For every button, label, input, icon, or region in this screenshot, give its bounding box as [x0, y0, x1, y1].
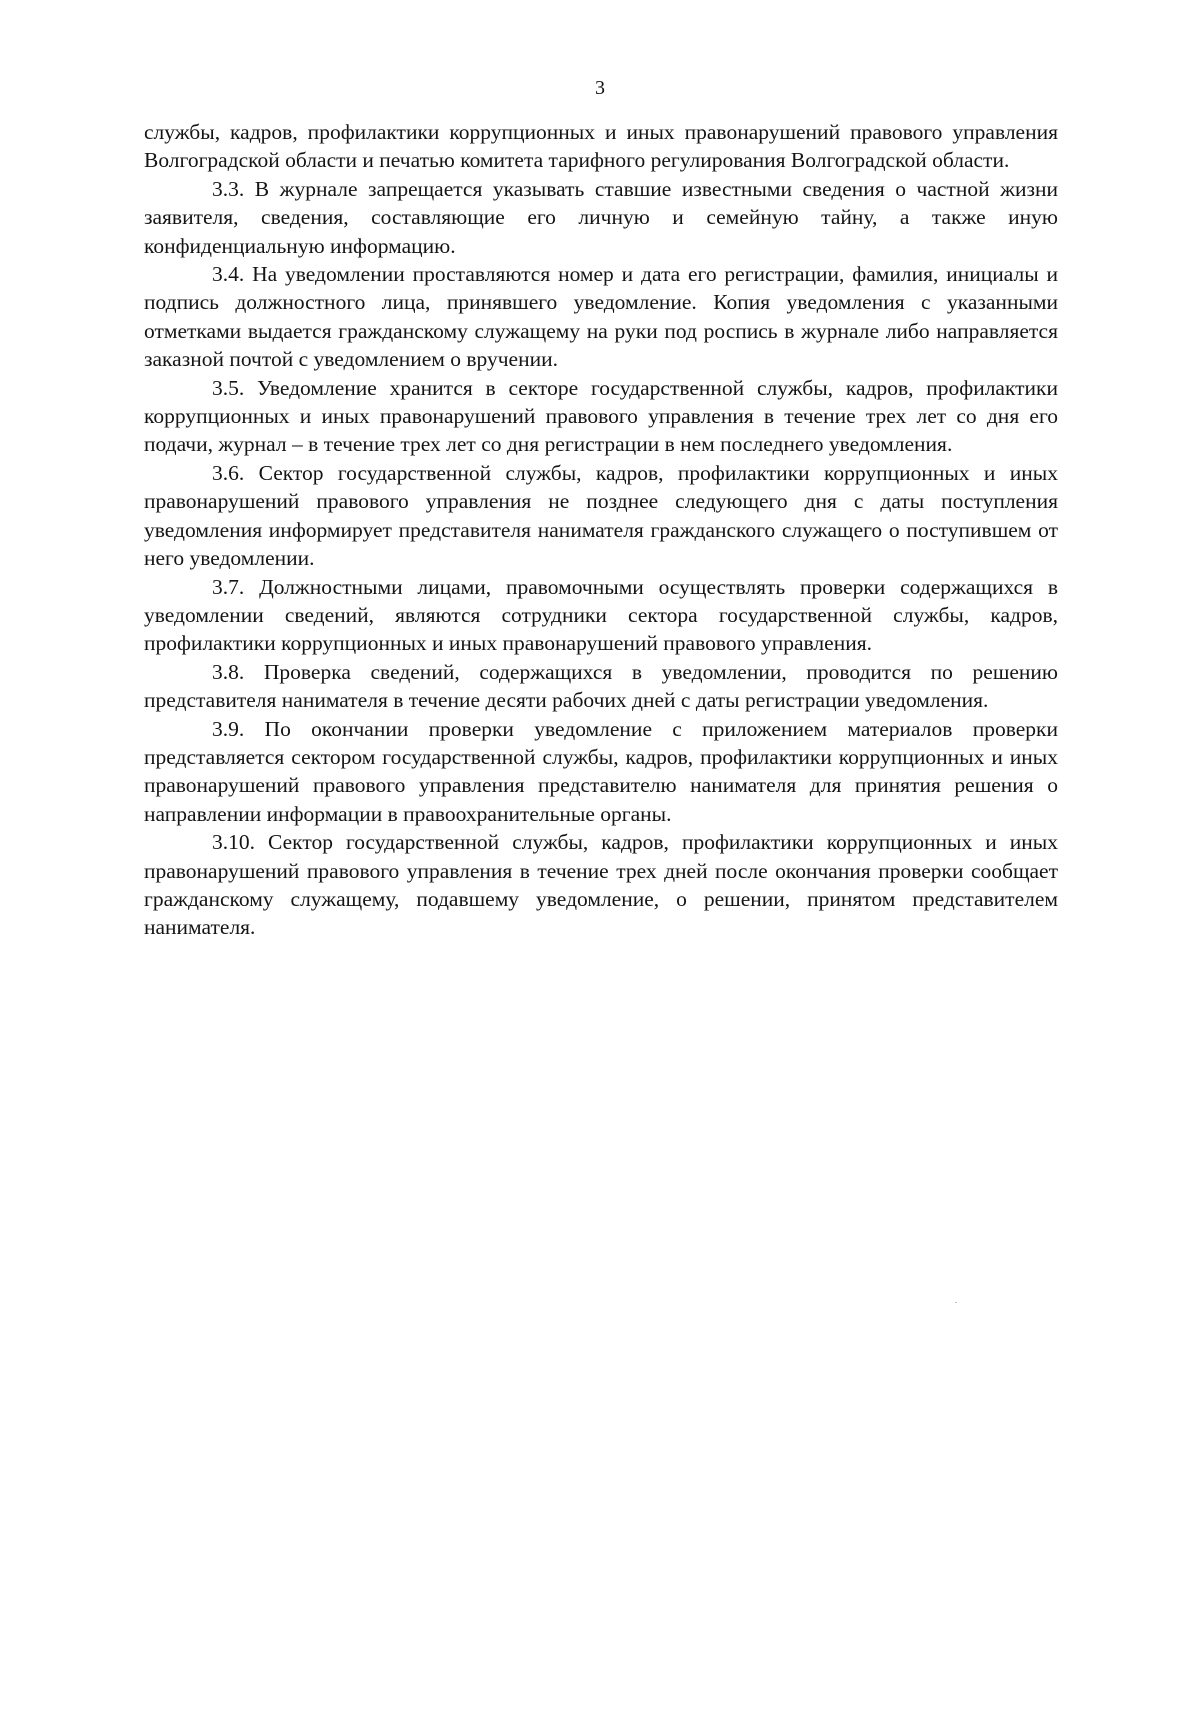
page-number: 3 — [595, 77, 605, 99]
document-body — [144, 118, 1058, 942]
paragraph-3-6: 3.6. Сектор государственной службы, кадров, профилактики коррупционных и иных правонарушений правового управления не позднее следующего дня с даты поступления уведомления информирует представителя нанимателя гражданского служащего о поступившем от него уведомлении. — [144, 460, 1058, 571]
paragraph-3-8: 3.8. Проверка сведений, содержащихся в уведомлении, проводится по решению представителя нанимателя в течение десяти рабочих дней с даты регистрации уведомления. — [144, 659, 1058, 713]
paragraph-3-3: 3.3. В журнале запрещается указывать ставшие известными сведения о частной жизни заявителя, сведения, составляющие его личную и семейную тайну, а также иную конфиденциальную информацию. — [144, 176, 1058, 258]
paragraph-3-4: 3.4. На уведомлении проставляются номер и дата его регистрации, фамилия, инициалы и подпись должностного лица, принявшего уведомление. Копия уведомления с указанными отметками выдается гражданскому служащему на руки под роспись в журнале либо направляется заказной почтой с уведомлением о вручении. — [144, 262, 1058, 372]
paragraph-3-5: 3.5. Уведомление хранится в секторе государственной службы, кадров, профилактики коррупционных и иных правонарушений правового управления в течение трех лет со дня его подачи, журнал – в течение трех лет со дня регистрации в нем последнего уведомления. — [144, 375, 1058, 457]
paragraph-3-7: 3.7. Должностными лицами, правомочными осуществлять проверки содержащихся в уведомлении сведений, являются сотрудники сектора государственной службы, кадров, профилактики коррупционных и иных правонарушений правового управления. — [144, 574, 1058, 656]
paragraph-3-9: 3.9. По окончании проверки уведомление с приложением материалов проверки представляется сектором государственной службы, кадров, профилактики коррупционных и иных правонарушений правового управления представителю нанимателя для принятия решения о направлении информации в правоохранительные органы. — [144, 716, 1058, 826]
scan-speck — [955, 1302, 957, 1303]
paragraph-continuation: службы, кадров, профилактики коррупционных и иных правонарушений правового управления Волгоградской области и печатью комитета тарифного регулирования Волгоградской области. — [144, 120, 1058, 173]
paragraph-3-10: 3.10. Сектор государственной службы, кадров, профилактики коррупционных и иных правонарушений правового управления в течение трех дней после окончания проверки сообщает гражданскому служащему, подавшему уведомление, о решении, принятом представителем нанимателя. — [144, 830, 1058, 940]
